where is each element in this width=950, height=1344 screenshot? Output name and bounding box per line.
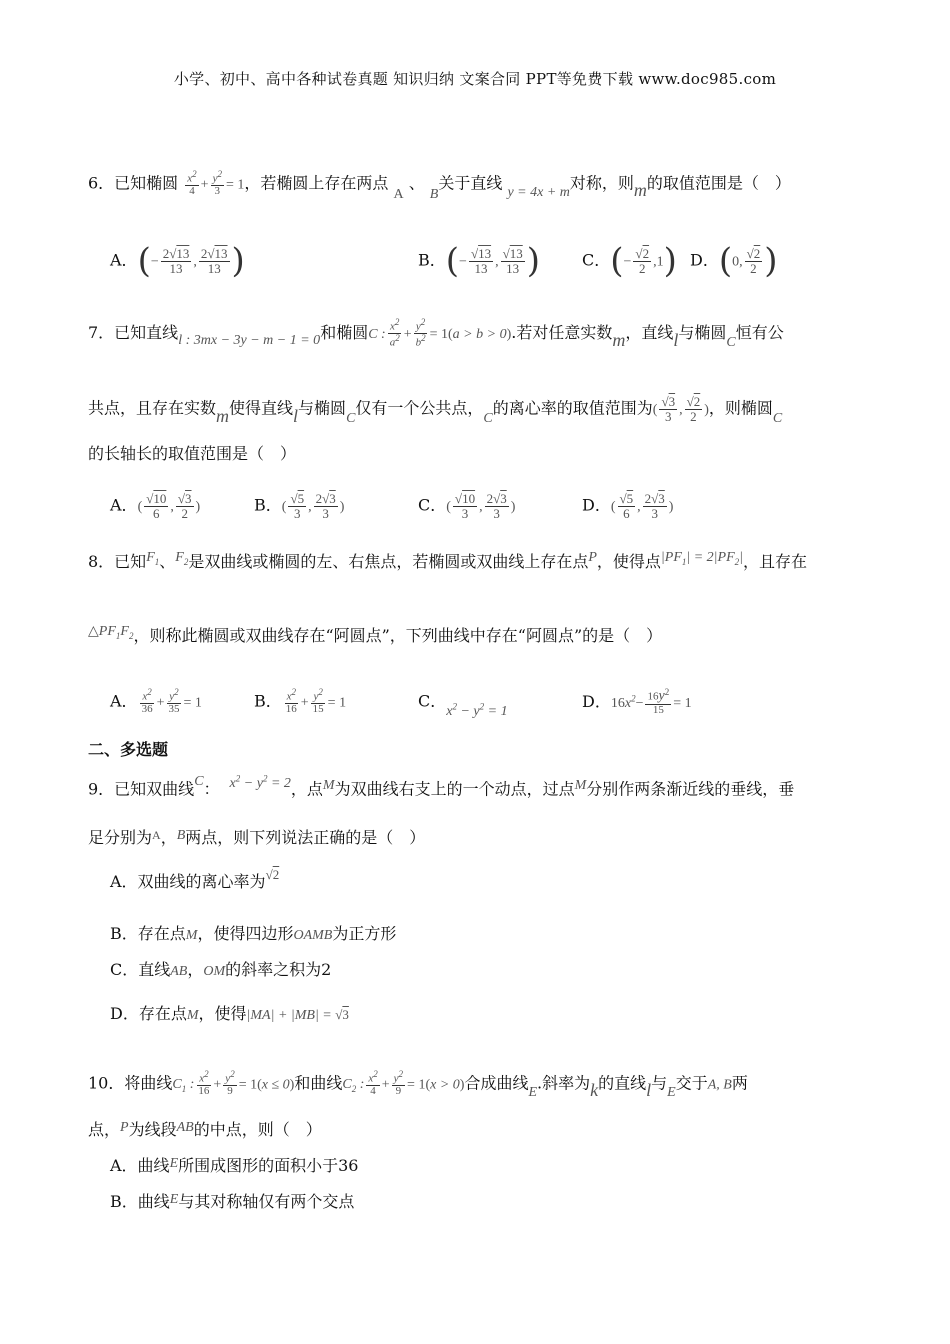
option-c[interactable]: C．$x^2 - y^2 = 1$ [418, 691, 508, 719]
question-10-line2: 点，P为线段AB的中点，则（ ） [88, 1120, 322, 1139]
option-c[interactable]: C．(− √ $\frac{2}{2}$ ,1) [582, 244, 677, 278]
question-8: 8．已知$F_1$、$F_2$是双曲线或椭圆的左、右焦点，若椭圆或双曲线上存在点P，使得点$|PF_1| = 2|PF_2|$，且存在 [88, 550, 807, 571]
question-7-options [110, 482, 862, 526]
option-d[interactable]: D．$16x^2-$ $\frac{16y^2}{15}$ = 1 [582, 687, 692, 717]
question-9: 9．已知双曲线C： $x^2 - y^2 = 2$，点M为双曲线右支上的一个动点，过点M分别作两条渐近线的垂线，垂 [88, 773, 795, 799]
option-b[interactable]: B． $\frac{x^2}{16}$ + $\frac{y^2}{15}$ = 1 [254, 687, 347, 716]
question-9-option-c[interactable]: C．直线AB，OM的斜率之积为2 [110, 960, 332, 979]
question-8-line2: $\triangle PF_1F_2$，则称此椭圆或双曲线存在“阿圆点”，下列曲线中存在“阿圆点”的是（ ） [88, 624, 663, 645]
option-a[interactable]: A． $\frac{x^2}{36}$ + $\frac{y^2}{35}$ = 1 [110, 687, 202, 716]
question-10-option-b[interactable]: B．曲线E与其对称轴仅有两个交点 [110, 1192, 355, 1211]
option-b[interactable]: B．( √ $\frac{5}{3}$ , $\frac{2√ 3}{3}$ ) [254, 492, 344, 520]
question-6-options [110, 232, 862, 281]
page-header: 小学、初中、高中各种试卷真题 知识归纳 文案合同 PPT等免费下载 www.doc985.com [173, 70, 777, 88]
question-10: 10．将曲线$C_1$ : $\frac{x^2}{16}$ + $\frac{y^2}{9}$ = 1(x ≤ 0)和曲线$C_2$ : $\frac{x^2}{4}$ + $\frac{y^2}{9}$ = 1(x > 0)合成曲线E.斜率为k的直线l与E交于A, B两 [88, 1069, 748, 1101]
question-7-line3: 的长轴长的取值范围是（ ） [88, 444, 297, 463]
question-9-option-b[interactable]: B．存在点M，使得四边形OAMB为正方形 [110, 924, 397, 943]
option-b[interactable]: B．(− √ $\frac{13}{13}$ , √ $\frac{13}{13}$ ) [418, 244, 540, 278]
question-7-line2: 共点，且存在实数m使得直线l与椭圆C仅有一个公共点，C的离心率的取值范围为( √ $\frac{3}{3}$ , √ $\frac{2}{2}$ )，则椭圆C [88, 395, 862, 423]
option-a[interactable]: A．( √ $\frac{10}{6}$ , √ $\frac{3}{2}$ ) [110, 492, 200, 520]
question-10-option-a[interactable]: A．曲线E所围成图形的面积小于36 [110, 1156, 359, 1175]
question-8-options [110, 678, 862, 722]
option-a[interactable]: A．(− $\frac{2√ 13}{13}$ , $\frac{2√ 13}{13}$ ) [110, 244, 245, 278]
option-d[interactable]: D．( √ $\frac{5}{6}$ , $\frac{2√ 3}{3}$ ) [582, 492, 673, 520]
question-9-line2: 足分别为$^A$，B两点，则下列说法正确的是（ ） [88, 828, 426, 847]
option-c[interactable]: C．( √ $\frac{10}{3}$ , $\frac{2√ 3}{3}$ ) [418, 492, 515, 520]
option-d[interactable]: D．(0, √ $\frac{2}{2}$ ) [690, 244, 778, 278]
question-9-option-a[interactable]: A．双曲线的离心率为√ 2 [110, 872, 862, 893]
question-9-option-d[interactable]: D．存在点M，使得|MA| + |MB| = √ 3 [110, 1004, 862, 1026]
question-6: 6．已知椭圆 $\frac{x^2}{4}$ + $\frac{y^2}{3}$ = 1，若椭圆上存在两点 A 、 B关于直线 y = 4x + m对称，则m的取值范围是（ ） [88, 169, 791, 203]
section-title: 二、多选题 [88, 740, 169, 759]
question-7: 7．已知直线l : 3mx − 3y − m − 1 = 0和椭圆C : $\frac{x^2}{a^2}$ + $\frac{y^2}{b^2}$ = 1(a > b > 0).若对任意实数m，直线l与椭圆C恒有公 [88, 317, 784, 351]
